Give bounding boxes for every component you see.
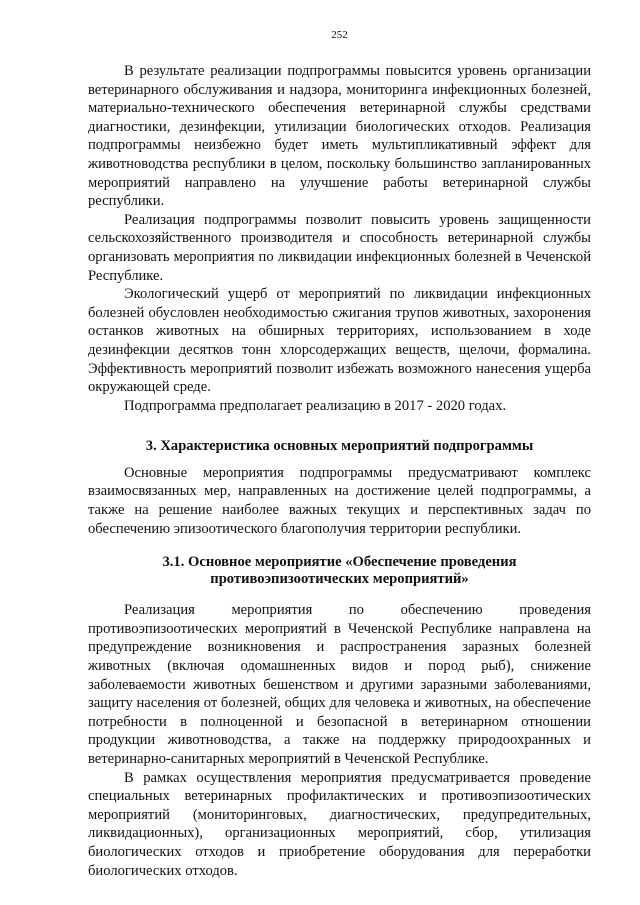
section-3-1-title-line-1: 3.1. Основное мероприятие «Обеспечение проведения xyxy=(162,554,517,571)
section-3-1-title-line-2: противоэпизоотических мероприятий» xyxy=(210,570,469,587)
page-number: 252 xyxy=(331,29,348,41)
section-3-title: 3. Характеристика основных мероприятий подпрограммы xyxy=(145,438,534,455)
section-3-paragraph: Основные мероприятия подпрограммы предусматривают комплекс взаимосвязанных мер, направленных на достижение целей подпрограммы, а также на решение наиболее важных текущих и перспективных задач по обеспечению эпизоотического благополучия территории республики. xyxy=(88,464,591,537)
section-3-1-paragraph-1: Реализация мероприятия по обеспечению проведения противоэпизоотических мероприятий в Чеченской Республике направлена на предупреждение возникновения и распространения заразных болезней животных (включая одомашненных видов и пород рыб), снижение заболеваемости животных бешенством и другими заразными заболеваниями, защиту населения от болезней, общих для человека и животных, на обеспечение потребности в полноценной и безопасной в ветеринарном отношении продукции животноводства, а также на поддержку природоохранных и ветеринарно-санитарных мероприятий в Чеченской Республике. xyxy=(88,602,591,767)
section-3-1-title xyxy=(88,554,591,587)
paragraph-intro-3: Экологический ущерб от мероприятий по ликвидации инфекционных болезней обусловлен необходимостью сжигания трупов животных, захоронения останков животных на обширных территориях, использованием в ходе дезинфекции десятков тонн хлорсодержащих веществ, щелочи, формалина. Эффективность мероприятий позволит избежать возможного нанесения ущерба окружающей среде. xyxy=(88,286,591,396)
paragraph-intro-4: Подпрограмма предполагает реализацию в 2017 - 2020 годах. xyxy=(124,397,507,414)
paragraph-intro-1: В результате реализации подпрограммы повысится уровень организации ветеринарного обслуживания и надзора, мониторинга инфекционных болезней, материально-технического обеспечения ветеринарной службы средствами диагностики, дезинфекции, утилизации биологических отходов. Реализация подпрограммы неизбежно будет иметь мультипликативный эффект для животноводства республики в целом, поскольку большинство запланированных мероприятий направлено на улучшение работы ветеринарной службы республики. xyxy=(88,63,591,210)
paragraph-intro-2: Реализация подпрограммы позволит повысить уровень защищенности сельскохозяйственного производителя и способность ветеринарной службы организовать мероприятия по ликвидации инфекционных болезней в Чеченской Республике. xyxy=(88,211,591,284)
section-3-1-paragraph-2: В рамках осуществления мероприятия предусматривается проведение специальных ветеринарных профилактических и противоэпизоотических мероприятий (мониторинговых, диагностических, предупредительных, ликвидационных), организационных мероприятий, сбор, утилизация биологических отходов и приобретение оборудования для переработки биологических отходов. xyxy=(88,769,591,879)
